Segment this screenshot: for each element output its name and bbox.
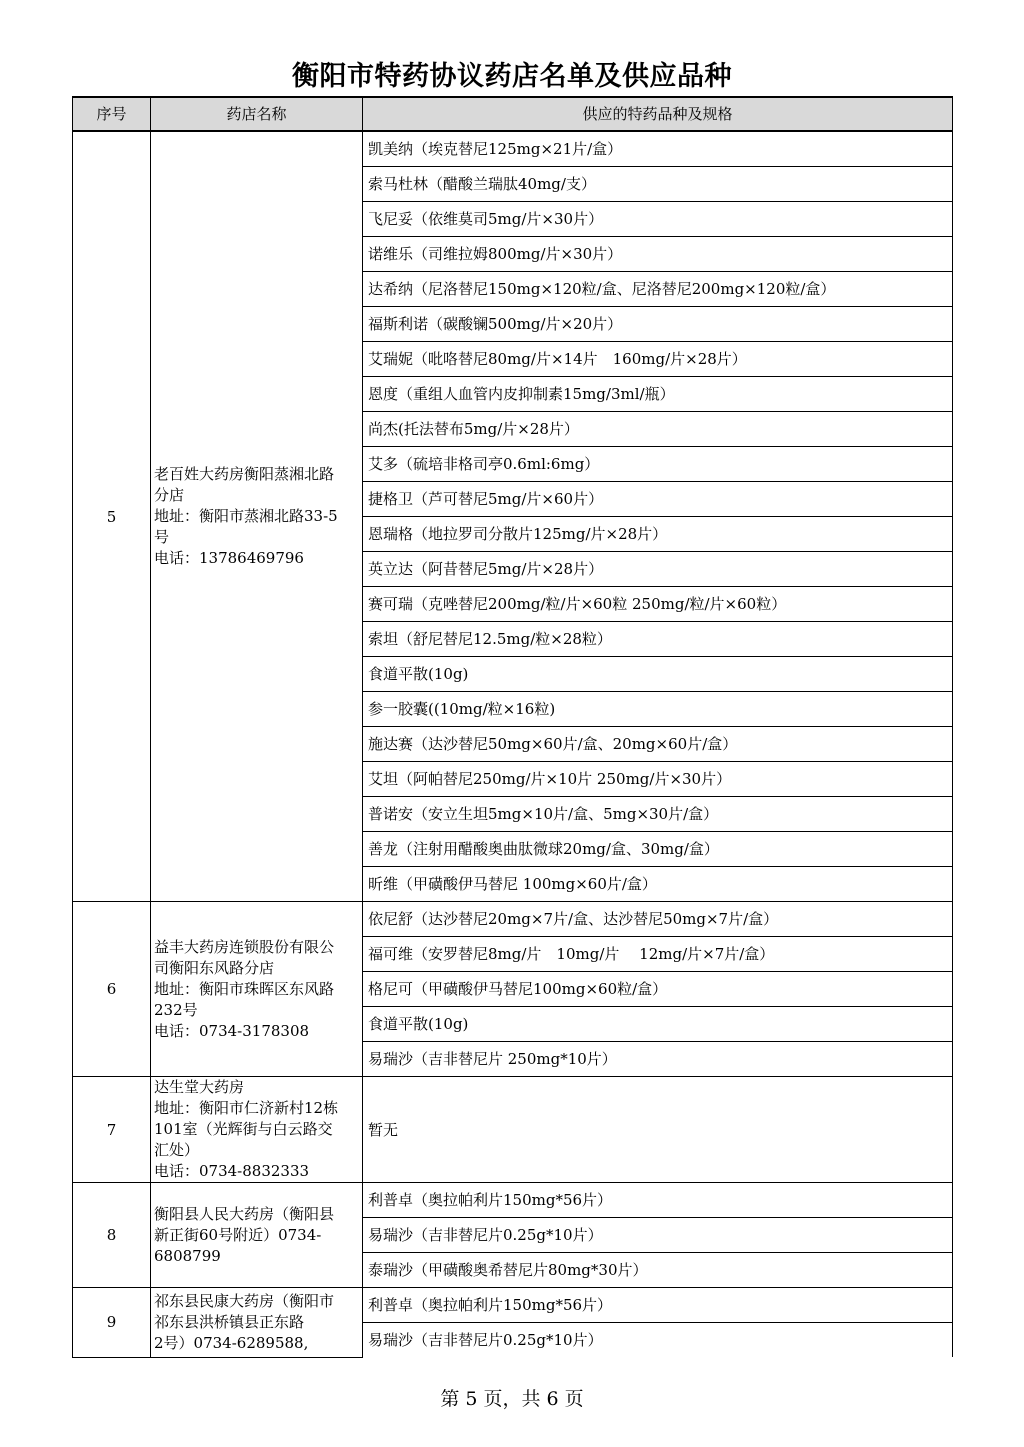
drug-item: 索马杜林（醋酸兰瑞肽40mg/支）: [363, 167, 953, 202]
table-row: [73, 1183, 953, 1218]
drug-item: 福斯利诺（碳酸镧500mg/片×20片）: [363, 307, 953, 342]
store-info-line: 232号: [154, 1000, 198, 1019]
row-seq: 8: [73, 1183, 151, 1288]
drug-item: 参一胶囊((10mg/粒×16粒): [363, 692, 953, 727]
store-info-line: 新正街60号附近）0734-: [154, 1225, 322, 1244]
store-info-line: 分店: [154, 486, 185, 504]
store-info-line: 2号）0734-6289588,: [154, 1333, 309, 1352]
drug-item: 施达赛（达沙替尼50mg×60片/盒、20mg×60片/盒）: [363, 727, 953, 762]
drug-item: 泰瑞沙（甲磺酸奥希替尼片80mg*30片）: [363, 1253, 953, 1288]
store-info-line: 电话：0734-8832333: [154, 1162, 310, 1180]
store-info-line: 益丰大药房连锁股份有限公: [154, 937, 335, 956]
drug-item: 飞尼妥（依维莫司5mg/片×30片）: [363, 202, 953, 237]
drug-item: 艾瑞妮（吡咯替尼80mg/片×14片 160mg/片×28片）: [363, 342, 953, 377]
store-info-line: 6808799: [154, 1246, 221, 1265]
drug-item: 易瑞沙（吉非替尼片0.25g*10片）: [363, 1323, 953, 1358]
store-info-line: 司衡阳东风路分店: [154, 958, 275, 977]
table-row: [73, 902, 953, 937]
drug-item: 恩度（重组人血管内皮抑制素15mg/3ml/瓶）: [363, 377, 953, 412]
store-info-line: 祁东县洪桥镇县正东路: [154, 1312, 305, 1331]
store-info-line: 地址：衡阳市蒸湘北路33-5: [154, 507, 338, 525]
drug-item: 格尼可（甲磺酸伊马替尼100mg×60粒/盒）: [363, 972, 953, 1007]
drug-item: 昕维（甲磺酸伊马替尼 100mg×60片/盒）: [363, 867, 953, 902]
table-body: [73, 131, 953, 1357]
drug-item: 善龙（注射用醋酸奥曲肽微球20mg/盒、30mg/盒）: [363, 832, 953, 867]
drug-item: 利普卓（奥拉帕利片150mg*56片）: [363, 1183, 953, 1218]
store-info-line: 电话：13786469796: [154, 549, 304, 567]
drug-item: 英立达（阿昔替尼5mg/片×28片）: [363, 552, 953, 587]
store-info: [151, 131, 363, 902]
store-info: [151, 1077, 363, 1183]
drug-item: 赛可瑞（克唑替尼200mg/粒/片×60粒 250mg/粒/片×60粒）: [363, 587, 953, 622]
drug-item: 尚杰(托法替布5mg/片×28片）: [363, 412, 953, 447]
drug-item: 艾多（硫培非格司亭0.6ml:6mg）: [363, 447, 953, 482]
drug-item: 恩瑞格（地拉罗司分散片125mg/片×28片）: [363, 517, 953, 552]
store-info-line: 汇处）: [154, 1141, 200, 1159]
drug-item: 食道平散(10g): [363, 657, 953, 692]
store-info-line: 101室（光辉街与白云路交: [154, 1120, 333, 1138]
drug-item: 普诺安（安立生坦5mg×10片/盒、5mg×30片/盒）: [363, 797, 953, 832]
header-seq: 序号: [73, 97, 151, 131]
drug-item: 索坦（舒尼替尼12.5mg/粒×28粒）: [363, 622, 953, 657]
table-row: [73, 1077, 953, 1183]
pharmacy-table: [72, 96, 953, 1358]
row-seq: 7: [73, 1077, 151, 1183]
table-header-row: [73, 97, 953, 131]
store-info-line: 地址：衡阳市仁济新村12栋: [154, 1099, 339, 1117]
row-seq: 9: [73, 1288, 151, 1358]
page-footer: 第 5 页，共 6 页: [440, 1388, 584, 1410]
drug-item: 易瑞沙（吉非替尼片0.25g*10片）: [363, 1218, 953, 1253]
drug-item: 暂无: [363, 1077, 953, 1183]
drug-item: 艾坦（阿帕替尼250mg/片×10片 250mg/片×30片）: [363, 762, 953, 797]
drug-item: 利普卓（奥拉帕利片150mg*56片）: [363, 1288, 953, 1323]
store-info: [151, 1288, 363, 1358]
drug-item: 食道平散(10g): [363, 1007, 953, 1042]
drug-item: 依尼舒（达沙替尼20mg×7片/盒、达沙替尼50mg×7片/盒）: [363, 902, 953, 937]
store-info-line: 老百姓大药房衡阳蒸湘北路: [154, 465, 335, 483]
drug-item: 诺维乐（司维拉姆800mg/片×30片）: [363, 237, 953, 272]
drug-item: 达希纳（尼洛替尼150mg×120粒/盒、尼洛替尼200mg×120粒/盒）: [363, 272, 953, 307]
drug-item: 易瑞沙（吉非替尼片 250mg*10片）: [363, 1042, 953, 1077]
row-seq: 5: [73, 131, 151, 902]
table-row: [73, 1288, 953, 1323]
store-info-line: 号: [154, 528, 170, 546]
drug-item: 福可维（安罗替尼8mg/片 10mg/片 12mg/片×7片/盒）: [363, 937, 953, 972]
store-info-line: 衡阳县人民大药房（衡阳县: [154, 1204, 335, 1223]
header-drugs: 供应的特药品种及规格: [363, 97, 953, 131]
header-store: 药店名称: [151, 97, 363, 131]
store-info: [151, 902, 363, 1077]
store-info-line: 地址：衡阳市珠晖区东风路: [154, 979, 335, 998]
store-info: [151, 1183, 363, 1288]
drug-item: 凯美纳（埃克替尼125mg×21片/盒）: [363, 131, 953, 167]
store-info-line: 达生堂大药房: [154, 1078, 245, 1096]
table-row: [73, 131, 953, 167]
store-info-line: 电话：0734-3178308: [154, 1021, 310, 1040]
store-info-line: 祁东县民康大药房（衡阳市: [154, 1291, 335, 1310]
drug-item: 捷格卫（芦可替尼5mg/片×60片）: [363, 482, 953, 517]
page-title: 衡阳市特药协议药店名单及供应品种: [292, 61, 732, 92]
row-seq: 6: [73, 902, 151, 1077]
